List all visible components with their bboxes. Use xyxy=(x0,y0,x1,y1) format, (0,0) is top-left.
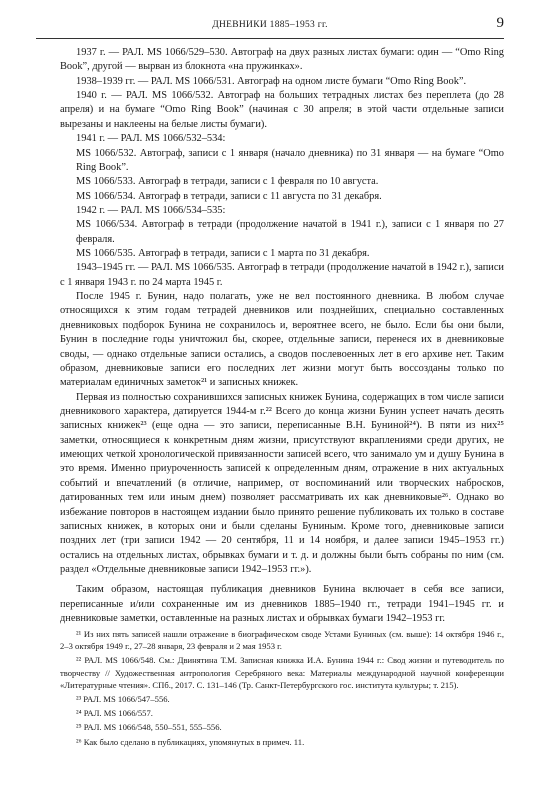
paragraph: MS 1066/535. Автограф в тетради, записи с 1 марта по 31 декабря. xyxy=(76,248,370,260)
paragraph: MS 1066/534. Автограф в тетради (продолжение начатой в 1941 г.), записи с 1 января по 27 февраля. xyxy=(76,219,504,245)
paragraph: После 1945 г. Бунин, надо полагать, уже не вел постоянного дневника. В любом случае относящихся к этим годам тетрадей дневников или позднейших, специально составленных дневниковых подборок Бунина не сохранилось и, вероятнее всего, не было. Если бы они были, Бунин в последние годы уничтожил бы, скорее, отдельные записи, перенеся их в дневниковые своды, — однако отдельные записи остались, а сводов послевоенных лет в его архиве нет. Таким образом, дневниковые записи его последних лет жизни могут быть воссозданы только по материалам единичных заметок²¹ и записных книжек. xyxy=(60,291,504,389)
paragraph: MS 1066/533. Автограф в тетради, записи с 1 февраля по 10 августа. xyxy=(76,176,379,188)
paragraph: 1943–1945 гг. — РАЛ. MS 1066/535. Автограф в тетради (продолжение начатой в 1942 г.), записи с 1 января 1943 г. по 24 марта 1945 г. xyxy=(60,262,504,288)
paragraph: MS 1066/532. Автограф, записи с 1 января (начало дневника) по 31 января — на бумаге “Omo Ring Book”. xyxy=(76,147,504,173)
paragraph: Первая из полностью сохранившихся записных книжек Бунина, содержащих в том числе записи дневникового характера, датируется 1944-м г.²² Всего до конца жизни Бунин успеет начать десять записных книжек²³ (еще одна — это записи, переписанные В.Н. Буниной²⁴). В пяти из них²⁵ заметки, относящиеся к конкретным дням жизни, присутствуют вкраплениями среди других, не имеющих четкой хронологической привязанности записей всего, что занимало ум и душу Бунина в это время. Именно приуроченность записей к определенным дням, отражение в них актуальных событий и впечатлений (в отличие, например, от воспоминаний или творческих набросков, датированных тем или иным днем) позволяет рассматривать их как дневниковые²⁶. Однако во избежание повторов в настоящем издании было принято решение публиковать их только в составе записных книжек, в которых они и были сделаны Буниным. Кроме того, дневниковые записи поздних лет (три записи 1942 — 20 сентября, 11 и 14 ноября, и далее записи 1945–1953 гг.) остались на отдельных листах, обрывках бумаги и т. д. и должны были быть собраны по ним (см. раздел «Отдельные дневниковые записи 1942–1953 гг.»). xyxy=(60,391,504,575)
footnote: ²⁵ РАЛ. MS 1066/548, 550–551, 555–556. xyxy=(76,722,222,733)
paragraph: 1938–1939 гг. — РАЛ. MS 1066/531. Автограф на одном листе бумаги “Omo Ring Book”. xyxy=(76,75,467,87)
footnote: ²⁶ Как было сделано в публикациях, упомянутых в примеч. 11. xyxy=(76,736,305,747)
footnote: ²² РАЛ. MS 1066/548. См.: Двинятина Т.М. Записная книжка И.А. Бунина 1944 г.: Свод жизни и путеводитель по творчеству // Художественная антропология Серебряного века: Материалы международной научной конференции «Литературные чтения». СПб., 2017. С. 131–146 (Тр. Санкт-Петербургского гос. института культуры; т. 215). xyxy=(60,655,504,690)
footnote: ²¹ Из них пять записей нашли отражение в биографическом своде Устами Буниных (см. выше): 14 октября 1946 г., 2–3 октября 1949 г., 27–28 января, 23 февраля и 2 мая 1953 г. xyxy=(60,629,504,652)
paragraph: 1940 г. — РАЛ. MS 1066/532. Автограф на больших тетрадных листах без переплета (до 28 апреля) и на бумаге “Omo Ring Book” (начиная с 30 апреля; в этой части отдельные записи вырезаны и наклеены на белые листы бумаги). xyxy=(60,90,504,130)
footnotes xyxy=(60,628,504,750)
page-number: 9 xyxy=(496,15,504,31)
body-text xyxy=(60,46,504,626)
paragraph: 1942 г. — РАЛ. MS 1066/534–535: xyxy=(76,204,226,216)
running-head: ДНЕВНИКИ 1885–1953 гг. xyxy=(212,20,328,30)
footnote: ²³ РАЛ. MS 1066/547–556. xyxy=(76,694,170,705)
footnote: ²⁴ РАЛ. MS 1066/557. xyxy=(76,708,153,719)
paragraph: MS 1066/534. Автограф в тетради, записи с 11 августа по 31 декабря. xyxy=(76,190,382,202)
paragraph: Таким образом, настоящая публикация дневников Бунина включает в себя все записи, переписанные и/или сохраненные им из дневников 1885–1940 гг., тетради 1941–1945 гг. и дневниковые заметки, оставленные на разных листах и обрывках бумаги 1942–1953 гг. xyxy=(60,584,504,625)
paragraph: 1941 г. — РАЛ. MS 1066/532–534: xyxy=(76,133,226,145)
paragraph: 1937 г. — РАЛ. MS 1066/529–530. Автограф на двух разных листах бумаги: один — “Omo Ring Book”, другой — вырван из блокнота «на пружинках». xyxy=(60,47,504,73)
page-header xyxy=(36,14,504,39)
